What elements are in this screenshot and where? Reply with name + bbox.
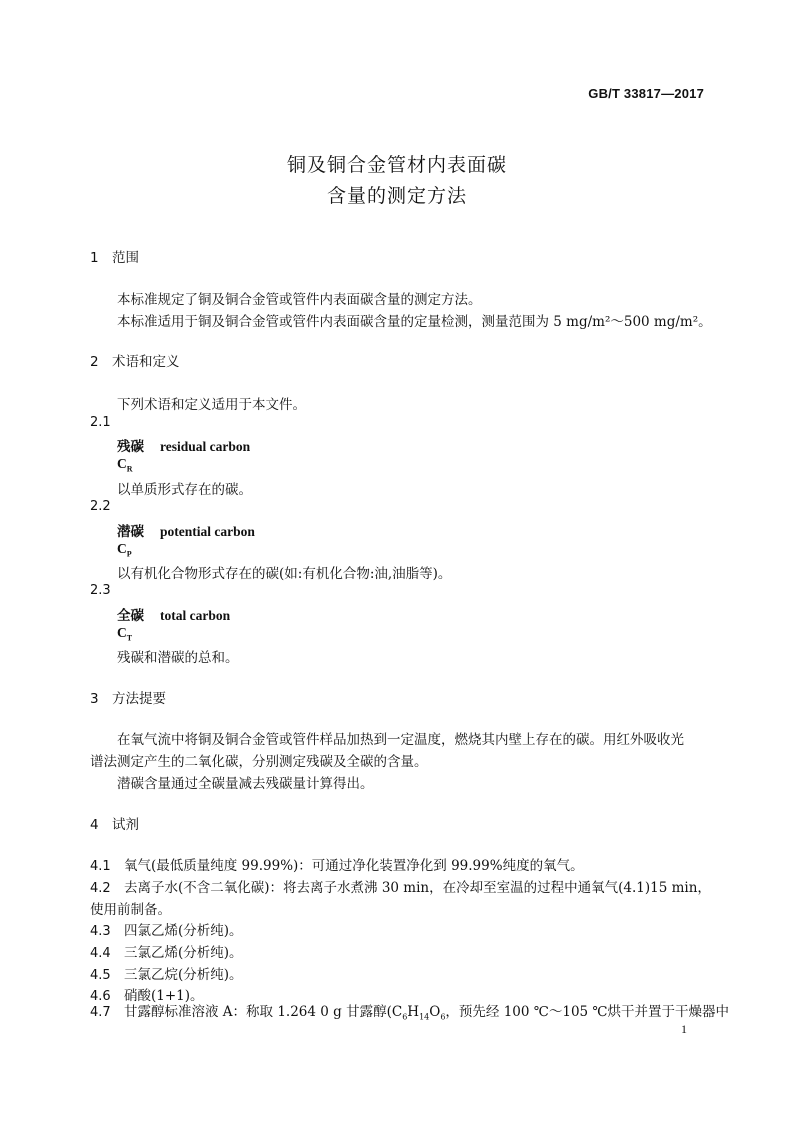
section-title: 术语和定义	[112, 354, 180, 370]
term-symbol	[117, 541, 132, 559]
paragraph: 在氧气流中将铜及铜合金管或管件样品加热到一定温度，燃烧其内壁上存在的碳。用红外吸收光	[117, 732, 684, 748]
item-text: 硝酸(1+1)。	[124, 988, 204, 1004]
item-text: 去离子水(不含二氧化碳)：将去离子水煮沸 30 min，在冷却至室温的过程中通氧气(4.1)15 min，	[124, 880, 711, 896]
paragraph: 本标准规定了铜及铜合金管或管件内表面碳含量的测定方法。	[117, 292, 482, 308]
item-continuation: 使用前制备。	[90, 902, 171, 918]
title-line-1: 铜及铜合金管材内表面碳	[286, 154, 507, 176]
standard-number: GB/T 33817—2017	[588, 86, 704, 101]
term-definition: 以单质形式存在的碳。	[117, 482, 252, 498]
reagent-item	[90, 854, 584, 874]
term-english: potential carbon	[160, 524, 255, 539]
section-1-heading	[90, 246, 139, 266]
section-4-heading	[90, 813, 139, 833]
reagent-item	[90, 963, 243, 983]
item-text: 三氯乙烯(分析纯)。	[124, 945, 243, 961]
formula-letter: H	[407, 1004, 420, 1020]
clause-number: 2.3	[90, 583, 111, 598]
item-number: 4.7	[90, 1005, 111, 1020]
symbol-letter: C	[117, 456, 127, 471]
item-number: 4.2	[90, 881, 111, 896]
section-number: 1	[90, 250, 99, 266]
reagent-item	[90, 919, 243, 939]
term-chinese: 残碳	[117, 439, 144, 455]
title-line-2: 含量的测定方法	[326, 185, 467, 207]
term-english: residual carbon	[160, 439, 251, 454]
reagent-item	[90, 876, 711, 896]
symbol-subscript: P	[126, 549, 132, 559]
item-number: 4.6	[90, 989, 111, 1004]
term-symbol	[117, 625, 132, 643]
section-number: 4	[90, 817, 99, 833]
formula-subscript: 14	[419, 1012, 430, 1022]
formula-subscript: 6	[440, 1012, 446, 1022]
symbol-subscript: R	[126, 464, 133, 474]
term-chinese: 全碳	[117, 608, 144, 624]
term-english: total carbon	[160, 608, 231, 623]
reagent-item	[90, 1000, 729, 1022]
section-number: 2	[90, 354, 99, 370]
paragraph-continuation: 谱法测定产生的二氧化碳，分别测定残碳及全碳的含量。	[90, 754, 428, 770]
item-text-part-2: ，预先经 100 ℃～105 ℃烘干并置于干燥器中	[445, 1004, 730, 1020]
section-2-heading	[90, 350, 180, 370]
paragraph: 下列术语和定义适用于本文件。	[117, 397, 306, 413]
term-entry	[117, 604, 230, 624]
item-number: 4.5	[90, 968, 111, 983]
symbol-letter: C	[117, 541, 127, 556]
section-3-heading	[90, 687, 166, 707]
section-title: 方法提要	[112, 691, 166, 707]
item-number: 4.3	[90, 924, 111, 939]
symbol-subscript: T	[126, 633, 133, 643]
formula-subscript: 6	[402, 1012, 408, 1022]
clause-number: 2.2	[90, 499, 111, 514]
term-chinese: 潜碳	[117, 524, 144, 540]
section-title: 试剂	[112, 817, 139, 833]
document-title	[0, 150, 794, 212]
item-text: 三氯乙烷(分析纯)。	[124, 967, 243, 983]
reagent-item	[90, 941, 243, 961]
term-entry	[117, 435, 250, 455]
page-number: 1	[681, 1022, 687, 1036]
item-number: 4.1	[90, 859, 111, 874]
clause-number: 2.1	[90, 415, 111, 430]
term-definition: 残碳和潜碳的总和。	[117, 650, 239, 666]
section-title: 范围	[112, 250, 139, 266]
formula-letter: O	[429, 1004, 441, 1020]
paragraph: 本标准适用于铜及铜合金管或管件内表面碳含量的定量检测，测量范围为 5 mg/m²～500 mg/m²。	[117, 314, 712, 330]
paragraph: 潜碳含量通过全碳量减去残碳量计算得出。	[117, 776, 374, 792]
term-entry	[117, 520, 255, 540]
section-number: 3	[90, 691, 99, 707]
symbol-letter: C	[117, 625, 127, 640]
item-text: 四氯乙烯(分析纯)。	[124, 923, 243, 939]
term-definition: 以有机化合物形式存在的碳(如:有机化合物:油,油脂等)。	[117, 566, 452, 582]
item-number: 4.4	[90, 946, 111, 961]
term-symbol	[117, 456, 133, 474]
item-text-part-1: 甘露醇标准溶液 A：称取 1.264 0 g 甘露醇(C	[124, 1004, 403, 1020]
item-text: 氧气(最低质量纯度 99.99%)：可通过净化装置净化到 99.99%纯度的氧气。	[124, 858, 584, 874]
